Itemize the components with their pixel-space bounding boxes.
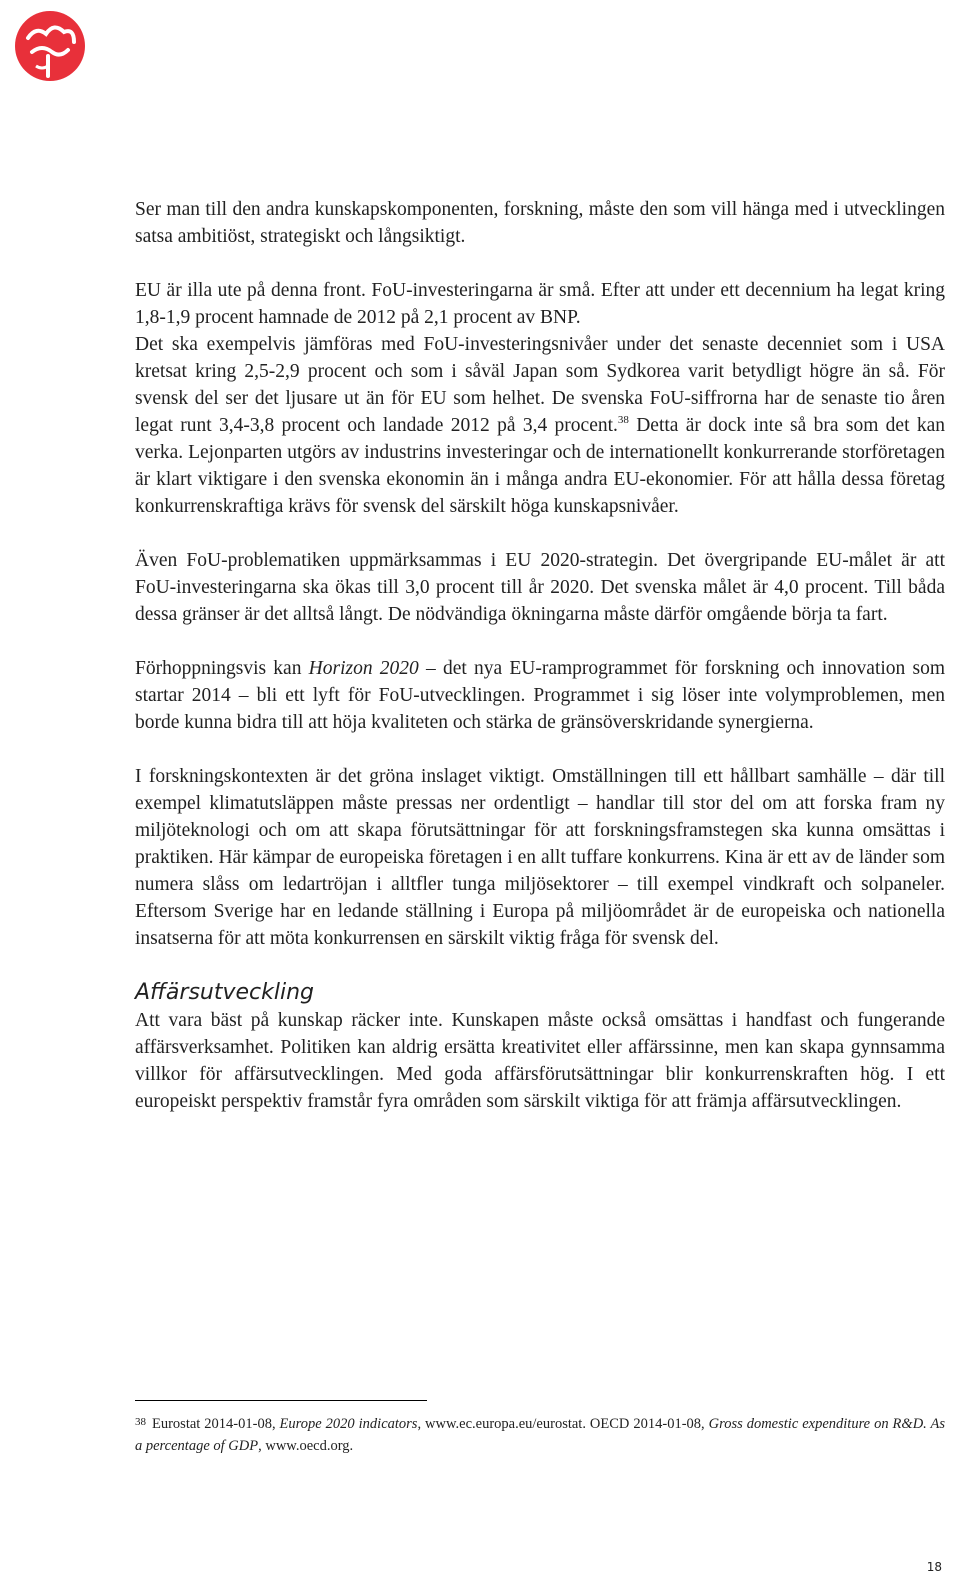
- footnote-number: 38: [135, 1416, 146, 1428]
- footnote-reference[interactable]: 38: [617, 414, 629, 426]
- paragraph-text: – det nya EU-ramprogrammet för forskning och innovation som startar 2014 – bli ett lyft för FoU-utvecklingen. Programmet i sig löser inte volymproblemen, men borde kunna bidra till att höja kvaliteten och stärka de gränsöverskridande synergierna.: [135, 658, 945, 733]
- footnote-italic: Europe 2020 indicators: [279, 1416, 418, 1432]
- footnote-text: , www.ec.europa.eu/eurostat. OECD 2014-01-08,: [417, 1416, 709, 1432]
- paragraph-eu2020: Även FoU-problematiken uppmärksammas i EU 2020-strategin. Det övergripande EU-målet är att FoU-investeringarna ska ökas till 3,0 procent till år 2020. Det svenska målet är 4,0 procent. Till båda dessa gränser är det alltså långt. De nödvändiga ökningarna måste därför omgående börja ta fart.: [135, 550, 945, 625]
- paragraph-eu-front: EU är illa ute på denna front. FoU-investeringarna är små. Efter att under ett decennium ha legat kring 1,8-1,9 procent hamnade de 2012 på 2,1 procent av BNP.: [135, 280, 945, 328]
- paragraph-research: Ser man till den andra kunskapskomponenten, forskning, måste den som vill hänga med i utvecklingen satsa ambitiöst, strategiskt och långsiktigt.: [135, 199, 945, 247]
- italic-title: Horizon 2020: [308, 658, 419, 679]
- section-heading: Affärsutveckling: [135, 980, 315, 1005]
- paragraph-text: Det ska exempelvis jämföras med FoU-investeringsnivåer under det senaste decenniet som i USA kretsat kring 2,5-2,9 procent och som i såväl Japan som Sydkorea varit betydligt högre än så. För svensk del ser det ljusare ut än för EU som helhet. De svenska FoU-siffrorna har de senaste tio åren legat runt 3,4-3,8 procent och landade 2012 på 3,4 procent.: [135, 334, 945, 436]
- page-number: 18: [926, 1560, 942, 1574]
- footnote-italic: Gross domestic expenditure on R&D. As a percentage of GDP: [135, 1416, 945, 1454]
- paragraph-text: Detta är dock inte så bra som det kan verka. Lejonparten utgörs av industrins investeringar och de internationellt konkurrerande storföretagen är klart viktigare i den svenska ekonomin än i många andra EU-ekonomier. För att hålla dessa företag konkurrenskraftiga krävs för svensk del särskilt höga kunskapsnivåer.: [135, 415, 945, 517]
- rose-logo-icon: [8, 6, 92, 90]
- footnote-text: , www.oecd.org.: [258, 1438, 354, 1454]
- paragraph-horizon: [135, 655, 945, 736]
- paragraph-business: Att vara bäst på kunskap räcker inte. Kunskapen måste också omsättas i handfast och fungerande affärsverksamhet. Politiken kan aldrig ersätta kreativitet eller affärssinne, men kan skapa gynnsamma villkor för affärsutvecklingen. Med goda affärsförutsättningar blir konkurrenskraften hög. I ett europeiskt perspektiv framstår fyra områden som särskilt viktiga för att främja affärsutvecklingen.: [135, 1010, 945, 1112]
- paragraph-green: I forskningskontexten är det gröna inslaget viktigt. Omställningen till ett hållbart samhälle – där till exempel klimatutsläppen måste pressas ner ordentligt – handlar till stor del om att forska fram ny miljöteknologi och om att skapa förutsättningar för att forskningsframstegen ska kunna omsättas i praktiken. Här kämpar de europeiska företagen i en allt tuffare konkurrens. Kina är ett av de länder som numera slåss om ledartröjan i alltfler tunga miljösektorer – till exempel vindkraft och solpaneler. Eftersom Sverige har en ledande ställning i Europa på miljöområdet är de europeiska och nationella insatserna för att möta konkurrensen en särskilt viktig fråga för svensk del.: [135, 766, 945, 949]
- document-body: [135, 196, 945, 1142]
- paragraph-text: Förhoppningsvis kan: [135, 658, 309, 679]
- footnote-divider: [135, 1400, 427, 1401]
- footnote: [135, 1411, 945, 1457]
- paragraph-rd-comparison: [135, 331, 945, 520]
- footnote-text: Eurostat 2014-01-08,: [152, 1416, 280, 1432]
